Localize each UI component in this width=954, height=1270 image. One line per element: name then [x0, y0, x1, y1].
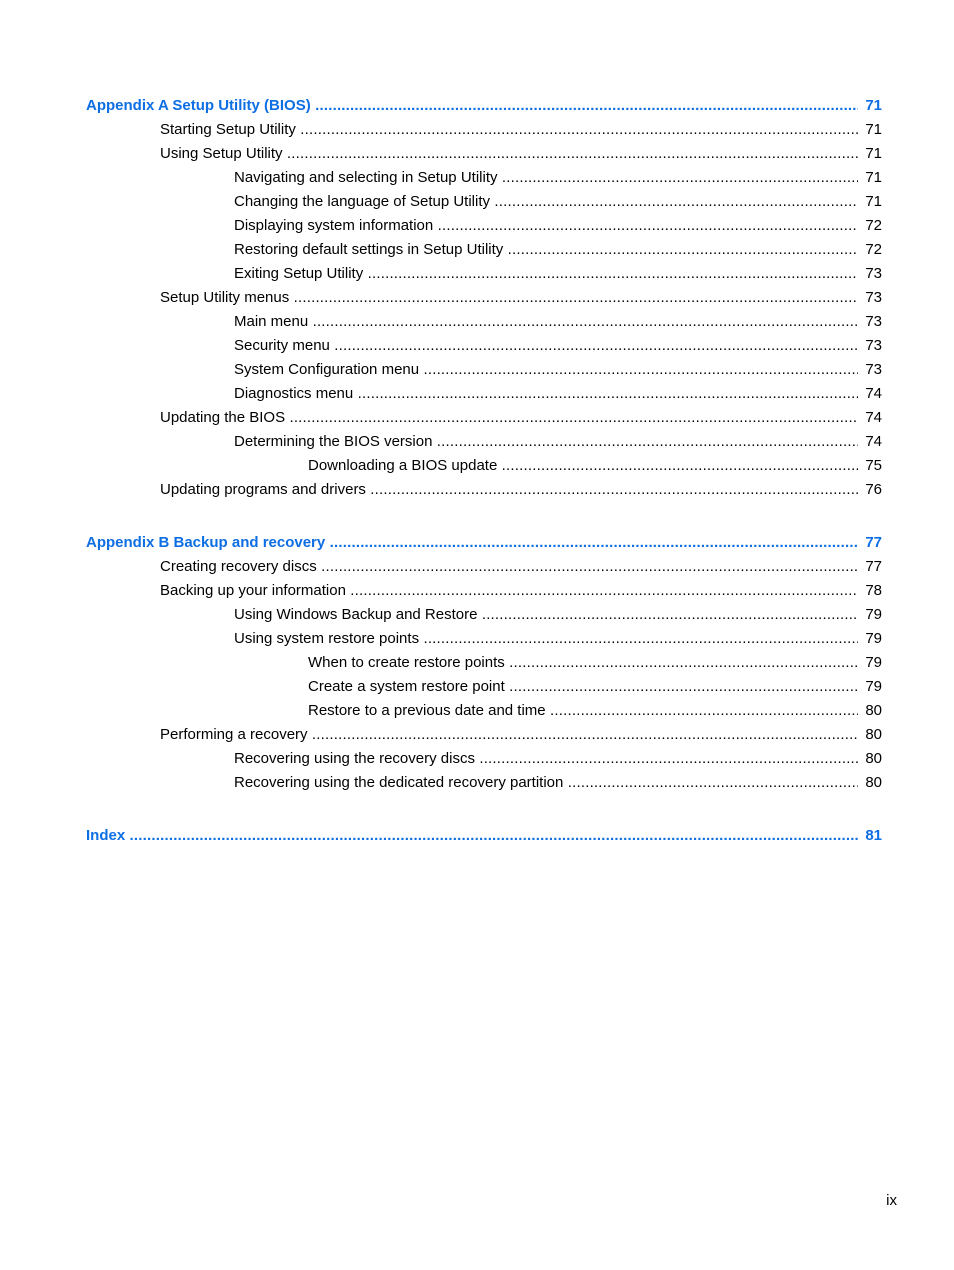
toc-entry-page: 74: [861, 382, 882, 406]
toc-entry-page: 74: [861, 406, 882, 430]
toc-entry-link[interactable]: [86, 651, 882, 675]
toc-entry-link[interactable]: [86, 238, 882, 262]
toc-section-link[interactable]: [86, 531, 882, 555]
toc-entry-title: Main menu: [234, 313, 309, 330]
toc-entry-link[interactable]: [86, 555, 882, 579]
toc-entry-title: Recovering using the recovery discs: [234, 750, 475, 767]
toc-entry-page: 72: [861, 214, 882, 238]
toc-entry-title: Creating recovery discs: [160, 558, 317, 575]
toc-entry-page: 71: [861, 190, 882, 214]
toc-entry-title: Index: [86, 827, 126, 844]
toc-entry-link[interactable]: [86, 286, 882, 310]
toc-entry-link[interactable]: [86, 699, 882, 723]
toc-entry-page: 79: [861, 651, 882, 675]
toc-entry-link[interactable]: [86, 118, 882, 142]
toc-entry-link[interactable]: [86, 430, 882, 454]
toc-entry-link[interactable]: [86, 627, 882, 651]
toc-entry-title: Security menu: [234, 337, 330, 354]
toc-entry-page: 77: [861, 531, 882, 555]
toc-entry-link[interactable]: [86, 262, 882, 286]
toc-entry-title: Create a system restore point: [308, 678, 505, 695]
toc-entry-link[interactable]: [86, 747, 882, 771]
toc-entry-page: 71: [861, 94, 882, 118]
toc-entry-page: 80: [861, 723, 882, 747]
toc-entry-link[interactable]: [86, 334, 882, 358]
toc-entry-title: Performing a recovery: [160, 726, 308, 743]
toc-entry-page: 75: [861, 454, 882, 478]
toc-entry-title: Appendix B Backup and recovery: [86, 534, 326, 551]
toc-entry-title: Diagnostics menu: [234, 385, 354, 402]
toc-entry-page: 80: [861, 699, 882, 723]
toc-entry-link[interactable]: [86, 382, 882, 406]
toc-entry-link[interactable]: [86, 603, 882, 627]
toc-entry-link[interactable]: [86, 214, 882, 238]
toc-entry-page: 73: [861, 262, 882, 286]
toc-entry-page: 76: [861, 478, 882, 502]
toc-entry-page: 79: [861, 675, 882, 699]
toc-entry-title: Exiting Setup Utility: [234, 265, 364, 282]
toc-entry-page: 73: [861, 310, 882, 334]
toc-entry-title: When to create restore points: [308, 654, 505, 671]
toc-entry-title: Backing up your information: [160, 582, 346, 599]
page-number: ix: [886, 1192, 897, 1209]
toc-entry-link[interactable]: [86, 190, 882, 214]
toc-entry-link[interactable]: [86, 723, 882, 747]
toc-entry-title: Appendix A Setup Utility (BIOS): [86, 97, 311, 114]
toc-entry-title: Recovering using the dedicated recovery partition: [234, 774, 564, 791]
table-of-contents: [86, 94, 882, 848]
toc-entry-page: 71: [861, 166, 882, 190]
toc-entry-link[interactable]: [86, 310, 882, 334]
toc-section-link[interactable]: [86, 824, 882, 848]
toc-entry-page: 81: [861, 824, 882, 848]
toc-entry-title: Updating programs and drivers: [160, 481, 366, 498]
toc-entry-title: Changing the language of Setup Utility: [234, 193, 491, 210]
toc-entry-title: Using Setup Utility: [160, 145, 283, 162]
toc-entry-page: 74: [861, 430, 882, 454]
toc-section-link[interactable]: [86, 94, 882, 118]
toc-entry-title: Using system restore points: [234, 630, 420, 647]
toc-entry-page: 72: [861, 238, 882, 262]
toc-entry-link[interactable]: [86, 142, 882, 166]
toc-entry-page: 71: [861, 118, 882, 142]
toc-entry-title: Restoring default settings in Setup Utility: [234, 241, 504, 258]
toc-entry-page: 78: [861, 579, 882, 603]
toc-entry-link[interactable]: [86, 771, 882, 795]
toc-entry-link[interactable]: [86, 579, 882, 603]
toc-entry-title: Using Windows Backup and Restore: [234, 606, 478, 623]
toc-entry-title: Downloading a BIOS update: [308, 457, 498, 474]
toc-entry-title: Setup Utility menus: [160, 289, 290, 306]
toc-entry-page: 71: [861, 142, 882, 166]
toc-entry-title: Navigating and selecting in Setup Utility: [234, 169, 498, 186]
toc-entry-link[interactable]: [86, 675, 882, 699]
toc-entry-title: Determining the BIOS version: [234, 433, 433, 450]
toc-entry-page: 73: [861, 358, 882, 382]
toc-entry-page: 79: [861, 627, 882, 651]
toc-entry-page: 80: [861, 747, 882, 771]
toc-entry-page: 79: [861, 603, 882, 627]
toc-entry-title: Restore to a previous date and time: [308, 702, 546, 719]
toc-entry-title: Displaying system information: [234, 217, 434, 234]
toc-entry-page: 73: [861, 286, 882, 310]
toc-entry-link[interactable]: [86, 478, 882, 502]
toc-entry-page: 77: [861, 555, 882, 579]
toc-entry-link[interactable]: [86, 166, 882, 190]
toc-entry-page: 73: [861, 334, 882, 358]
toc-entry-link[interactable]: [86, 358, 882, 382]
toc-entry-link[interactable]: [86, 406, 882, 430]
toc-entry-title: System Configuration menu: [234, 361, 420, 378]
toc-entry-link[interactable]: [86, 454, 882, 478]
toc-entry-title: Starting Setup Utility: [160, 121, 296, 138]
toc-entry-page: 80: [861, 771, 882, 795]
toc-entry-title: Updating the BIOS: [160, 409, 286, 426]
